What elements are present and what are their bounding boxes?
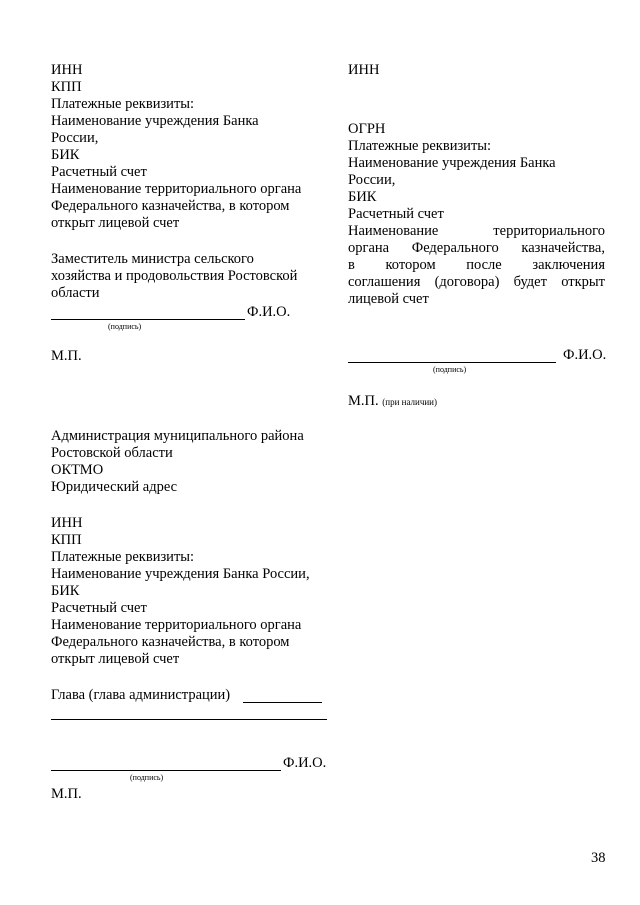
admin-signature-line	[51, 770, 281, 771]
left-payment-details: Платежные реквизиты:	[51, 96, 195, 112]
right-account: Расчетный счет	[348, 206, 444, 222]
admin-legal-address: Юридический адрес	[51, 479, 178, 495]
left-fio: Ф.И.О.	[247, 304, 291, 320]
right-inn: ИНН	[348, 62, 380, 78]
left-signer-line1: Заместитель министра сельского	[51, 251, 254, 267]
left-bank-name: Наименование учреждения Банка	[51, 113, 259, 129]
admin-fio: Ф.И.О.	[283, 755, 327, 771]
right-justified-line2	[348, 240, 605, 257]
word: (договора)	[434, 274, 500, 290]
admin-payment-details: Платежные реквизиты:	[51, 549, 195, 565]
right-podpis-caption: (подпись)	[433, 365, 467, 374]
word: после	[466, 257, 502, 273]
right-last-line: лицевой счет	[348, 291, 429, 307]
admin-mp: М.П.	[51, 786, 82, 802]
left-inn: ИНН	[51, 62, 83, 78]
left-signer-line3: области	[51, 285, 100, 301]
left-podpis-caption: (подпись)	[108, 322, 142, 331]
admin-oktmo: ОКТМО	[51, 462, 104, 478]
admin-header-line2: Ростовской области	[51, 445, 173, 461]
left-account: Расчетный счет	[51, 164, 147, 180]
admin-treasury-name: Наименование территориального органа	[51, 617, 302, 633]
head-name-line	[51, 719, 327, 720]
admin-account: Расчетный счет	[51, 600, 147, 616]
admin-inn: ИНН	[51, 515, 83, 531]
left-bik: БИК	[51, 147, 80, 163]
word: соглашения	[348, 274, 421, 290]
left-signature-line	[51, 319, 245, 320]
word: Федерального	[411, 240, 499, 256]
right-payment-details: Платежные реквизиты:	[348, 138, 492, 154]
left-bank-name-cont: России,	[51, 130, 99, 146]
right-ogrn: ОГРН	[348, 121, 386, 137]
admin-bank-name: Наименование учреждения Банка России,	[51, 566, 310, 582]
right-mp-note: (при наличии)	[382, 397, 437, 407]
admin-kpp: КПП	[51, 532, 82, 548]
right-justified-line1	[348, 223, 605, 240]
head-label-underline	[243, 702, 322, 703]
right-bik: БИК	[348, 189, 377, 205]
left-kpp: КПП	[51, 79, 82, 95]
right-mp: М.П.	[348, 393, 379, 409]
right-justified-line4	[348, 274, 605, 291]
head-label: Глава (глава администрации)	[51, 687, 231, 703]
word: открыт	[561, 274, 605, 290]
admin-header-line1: Администрация муниципального района	[51, 428, 304, 444]
left-treasury-cont: Федерального казначейства, в котором	[51, 198, 290, 214]
word: будет	[513, 274, 547, 290]
word: территориального	[493, 223, 605, 239]
left-mp: М.П.	[51, 348, 82, 364]
left-treasury-cont2: открыт лицевой счет	[51, 215, 180, 231]
word: в	[348, 257, 355, 273]
right-bank-name-cont: России,	[348, 172, 396, 188]
admin-podpis-caption: (подпись)	[130, 773, 164, 782]
right-bank-name: Наименование учреждения Банка	[348, 155, 556, 171]
left-treasury-name: Наименование территориального органа	[51, 181, 302, 197]
admin-treasury-cont: Федерального казначейства, в котором	[51, 634, 290, 650]
word: органа	[348, 240, 390, 256]
word: котором	[385, 257, 436, 273]
page-number: 38	[591, 850, 606, 866]
right-signature-line	[348, 362, 556, 363]
right-justified-line3	[348, 257, 605, 274]
right-fio: Ф.И.О.	[563, 347, 607, 363]
admin-treasury-cont2: открыт лицевой счет	[51, 651, 180, 667]
right-mp-line	[348, 393, 437, 411]
word: заключения	[532, 257, 605, 273]
word: казначейства,	[521, 240, 605, 256]
admin-bik: БИК	[51, 583, 80, 599]
left-signer-line2: хозяйства и продовольствия Ростовской	[51, 268, 298, 284]
word: Наименование	[348, 223, 439, 239]
